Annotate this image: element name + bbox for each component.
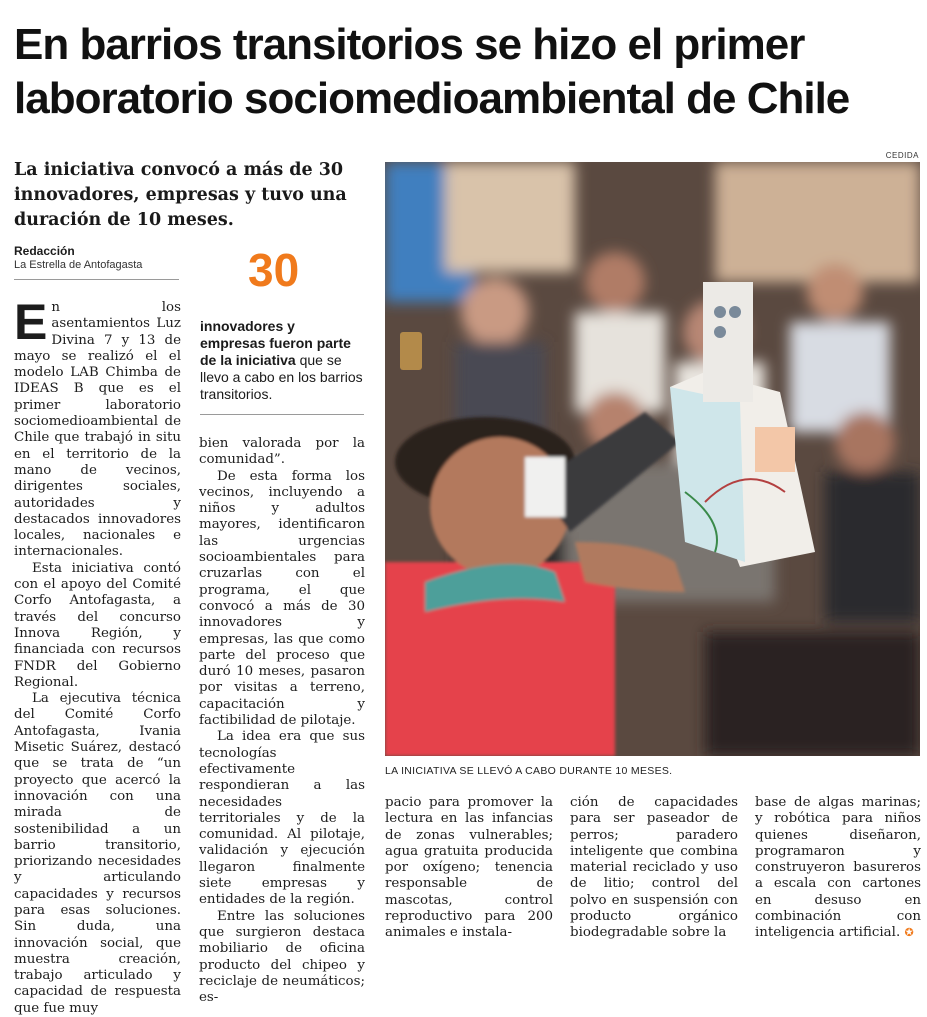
column-2-paragraph-3: La idea era que sus tecnologías efectivamente respondieran a las necesidades territoriales y de la comunidad. Al pilotaje, validación y ejecución llegaron finalmente siete empresas y entidades de la región. xyxy=(199,729,365,908)
article-column-4 xyxy=(570,795,738,942)
byline-outlet: La Estrella de Antofagasta xyxy=(14,259,143,271)
highlight-divider xyxy=(200,414,364,415)
article-column-5 xyxy=(755,795,921,942)
headline-line-1: En barrios transitorios se hizo el primer xyxy=(14,20,805,69)
article-column-2 xyxy=(199,436,365,1006)
end-mark-icon: ✪ xyxy=(904,926,914,940)
column-3-paragraph-1: pacio para promover la lectura en las infancias de zonas vulnerables; agua gratuita producida por oxígeno; tenencia responsable de mascotas, control reproductivo para 200 animales e instala- xyxy=(385,795,553,941)
column-5-paragraph-1-text: base de algas marinas; y robótica para niños quienes diseñaron, programaron y construyeron basureros a escala con cartones en desuso en combinación con inteligencia artificial. xyxy=(755,795,921,941)
article-dek: La iniciativa convocó a más de 30 innovadores, empresas y tuvo una duración de 10 meses. xyxy=(14,160,347,230)
column-1-paragraph-2: Esta iniciativa contó con el apoyo del Comité Corfo Antofagasta, a través del concurso Innova Región, y financiada con recursos FNDR del Gobierno Regional. xyxy=(14,560,181,690)
headline xyxy=(14,18,919,126)
column-4-paragraph-1: ción de capacidades para ser paseador de perros; paradero inteligente que combina material reciclado y uso de litio; control del polvo en suspensión con producto orgánico biodegradable sobre la xyxy=(570,795,738,941)
photo-illustration xyxy=(385,162,920,756)
column-2-paragraph-1: bien valorada por la comunidad”. xyxy=(199,436,365,468)
column-2-paragraph-4: Entre las soluciones que surgieron destaca mobiliario de oficina producto del chipeo y reciclaje de neumáticos; es- xyxy=(199,908,365,1006)
photo-caption: LA INICIATIVA SE LLEVÓ A CABO DURANTE 10 MESES. xyxy=(385,765,673,777)
highlight-number: 30 xyxy=(248,244,300,296)
highlight-quote-bold: innovadores y empresas fueron parte de la iniciativa xyxy=(200,318,351,368)
article-photo xyxy=(385,162,920,756)
article-column-3 xyxy=(385,795,553,942)
column-1-paragraph-3: La ejecutiva técnica del Comité Corfo Antofagasta, Ivania Misetic Suárez, destacó que se trata de “un proyecto que acercó la innovación con una mirada de sostenibilidad a un barrio transitorio, priorizando necesidades y articulando capacidades y recursos para esas soluciones. Sin duda, una innovación social, que muestra creación, trabajo articulado y capacidad de respuesta que fue muy xyxy=(14,691,181,1016)
highlight-quote-rest: que se llevo a cabo en los barrios transitorios. xyxy=(200,352,363,402)
headline-line-2: laboratorio sociomedioambiental de Chile xyxy=(14,74,850,123)
column-2-paragraph-2: De esta forma los vecinos, incluyendo a niños y adultos mayores, identificaron las urgencias socioambientales para cruzarlas con el programa, el que convocó a más de 30 innovadores y empresas, las que como parte del proceso que duró 10 meses, pasaron por visitas a terreno, capacitación y factibilidad de pilotaje. xyxy=(199,468,365,729)
column-1-paragraph-1 xyxy=(14,294,181,561)
photo-credit: CEDIDA xyxy=(885,151,919,160)
highlight-quote xyxy=(200,318,364,403)
byline-divider xyxy=(14,279,179,280)
article-column-1 xyxy=(14,294,181,1017)
drop-cap: E xyxy=(14,294,48,350)
column-5-paragraph-1 xyxy=(755,795,921,942)
byline-name: Redacción xyxy=(14,244,75,258)
column-1-paragraph-1-text: n los asentamientos Luz Divina 7 y 13 de mayo se realizó el el modelo LAB Chimba de IDEAS B que es el primer laboratorio sociomedioambiental de Chile que trabajó in situ en el territorio de la mano de vecinos, dirigentes sociales, autoridades y destacados innovadores locales, nacionales e internacionales. xyxy=(14,300,181,560)
